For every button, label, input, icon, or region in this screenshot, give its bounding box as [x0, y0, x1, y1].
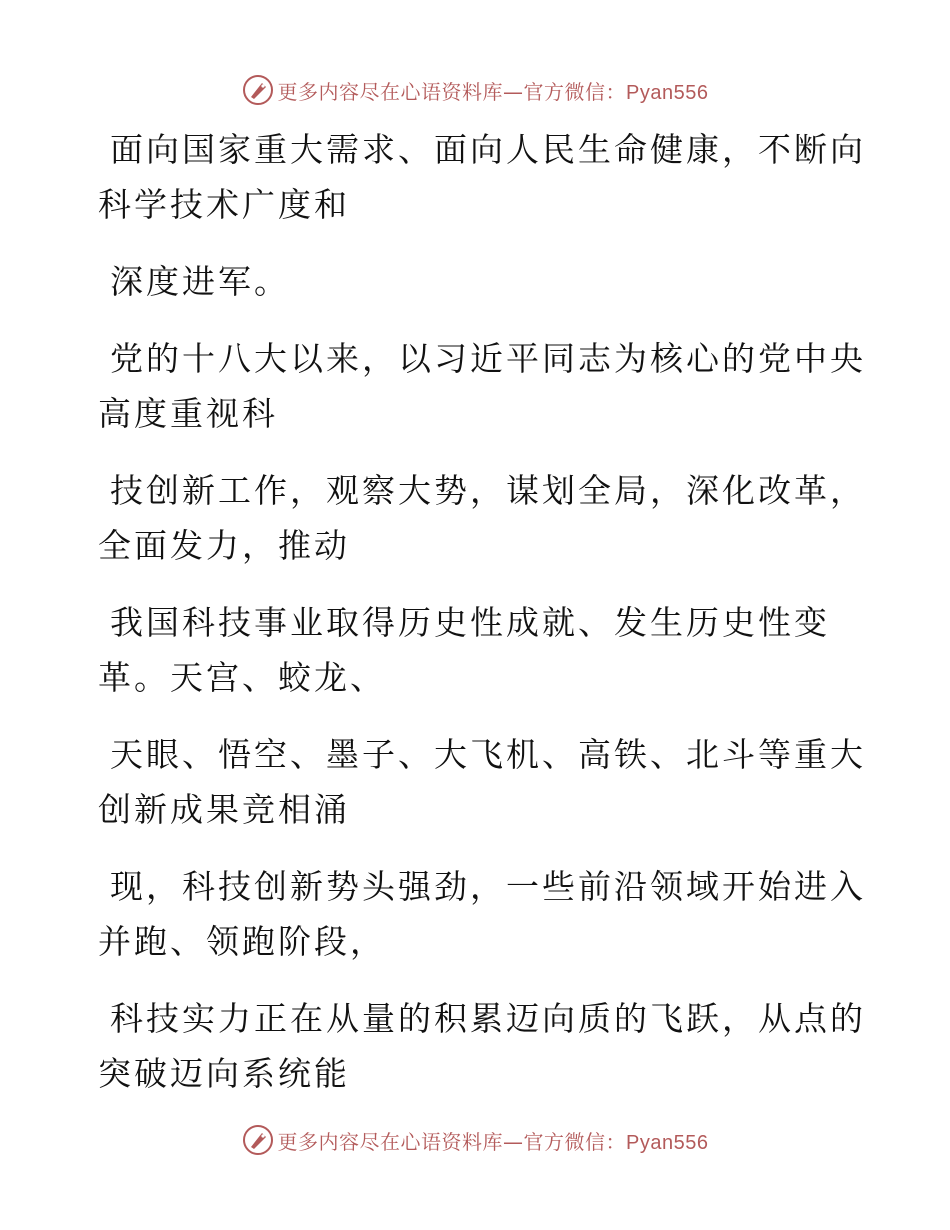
document-body — [98, 122, 866, 1123]
footer-watermark — [0, 1120, 950, 1160]
paragraph — [98, 463, 866, 573]
paragraph — [98, 727, 866, 837]
paragraph-line: 现，科技创新势头强劲，一些前沿领域开始进入 — [110, 867, 866, 906]
pen-nib-logo-icon — [242, 1124, 274, 1156]
paragraph-line: 突破迈向系统能 — [98, 1054, 350, 1093]
paragraph — [98, 331, 866, 441]
paragraph-line: 高度重视科 — [98, 394, 278, 433]
paragraph-line: 天眼、悟空、墨子、大飞机、高铁、北斗等重大 — [110, 735, 866, 774]
paragraph-line: 创新成果竞相涌 — [98, 790, 350, 829]
paragraph — [98, 595, 838, 705]
paragraph-line: 技创新工作，观察大势，谋划全局，深化改革， — [110, 471, 866, 510]
paragraph-line: 深度进军。 — [110, 262, 290, 301]
paragraph-line: 并跑、领跑阶段， — [98, 922, 386, 961]
paragraph-line: 科学技术广度和 — [98, 185, 350, 224]
watermark-text: 更多内容尽在心语资料库—官方微信：Pyan556 — [277, 79, 709, 104]
pen-nib-logo-icon — [242, 74, 274, 106]
paragraph — [98, 254, 838, 309]
paragraph-line: 面向国家重大需求、面向人民生命健康，不断向 — [110, 130, 866, 169]
paragraph-line: 全面发力，推动 — [98, 526, 350, 565]
header-watermark — [0, 70, 950, 110]
paragraph-line: 科技实力正在从量的积累迈向质的飞跃，从点的 — [110, 999, 866, 1038]
watermark-text: 更多内容尽在心语资料库—官方微信：Pyan556 — [277, 1129, 709, 1154]
paragraph-line: 党的十八大以来，以习近平同志为核心的党中央 — [110, 339, 866, 378]
paragraph — [98, 122, 866, 232]
paragraph — [98, 859, 866, 969]
paragraph-line: 革。天宫、蛟龙、 — [98, 658, 386, 697]
paragraph-line: 我国科技事业取得历史性成就、发生历史性变 — [110, 603, 830, 642]
paragraph — [98, 991, 866, 1101]
